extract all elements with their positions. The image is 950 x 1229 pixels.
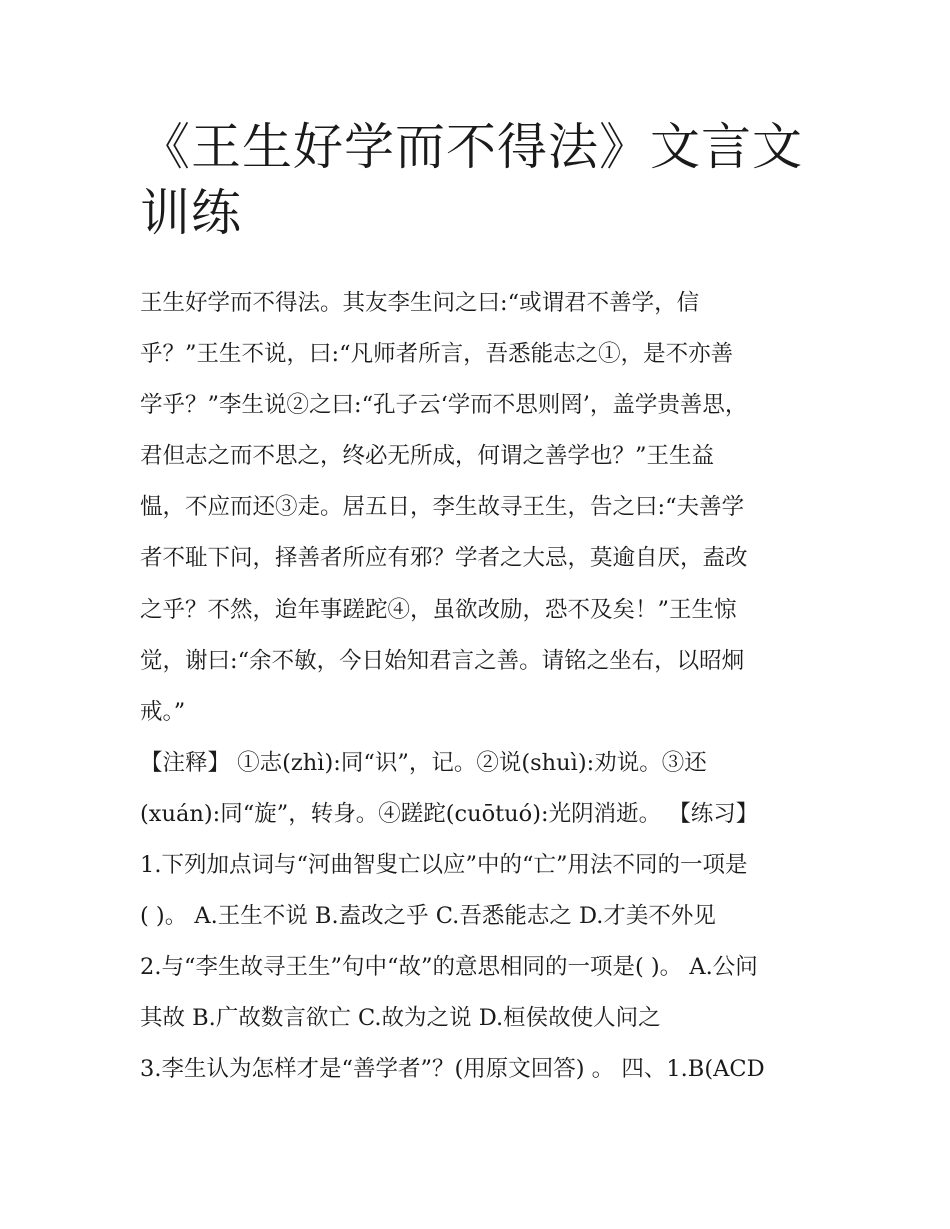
question-line: 其故 B.广故数言欲亡 C.故为之说 D.桓侯故使人问之 — [140, 1005, 661, 1032]
question-line: 1.下列加点词与“河曲智叟亡以应”中的“亡”用法不同的一项是 — [140, 852, 748, 879]
text-line: 乎？”王生不说，曰:“凡师者所言，吾悉能志之①，是不亦善 — [140, 341, 734, 368]
annotation-line: 【注释】 ①志(zhì):同“识”，记。②说(shuì):劝说。③还 — [140, 749, 707, 776]
text-line: 学乎？”李生说②之曰:“孔子云‘学而不思则罔’，盖学贵善思， — [140, 392, 748, 419]
question-line: 3.李生认为怎样才是“善学者”？(用原文回答) 。 四、1.B(ACD — [140, 1056, 765, 1083]
text-line: 君但志之而不思之，终必无所成，何谓之善学也？”王生益 — [140, 443, 715, 470]
text-line: 者不耻下问，择善者所应有邪？学者之大忌，莫逾自厌，盍改 — [140, 545, 748, 572]
text-line: 觉，谢曰:“余不敏，今日始知君言之善。请铭之坐右，以昭炯 — [140, 647, 745, 674]
annotation-line: (xuán):同“旋”，转身。④蹉跎(cuōtuó):光阴消逝。 【练习】 — [140, 800, 759, 827]
document-body — [140, 278, 830, 1096]
text-line: 之乎？不然，迨年事蹉跎④，虽欲改励，恐不及矣！”王生惊 — [140, 596, 737, 623]
text-line: 愠，不应而还③走。居五日，李生故寻王生，告之曰:“夫善学 — [140, 494, 745, 521]
text-line: 戒。” — [140, 698, 186, 725]
text-line: 王生好学而不得法。其友李生问之曰:“或谓君不善学，信 — [140, 290, 700, 316]
title-line: 《王生好学而不得法》文言文 — [140, 118, 803, 176]
question-line: ( )。 A.王生不说 B.盍改之乎 C.吾悉能志之 D.才美不外见 — [140, 903, 716, 930]
document-title — [140, 114, 820, 246]
question-line: 2.与“李生故寻王生”句中“故”的意思相同的一项是( )。 A.公问 — [140, 954, 758, 981]
title-line: 训练 — [140, 184, 242, 242]
